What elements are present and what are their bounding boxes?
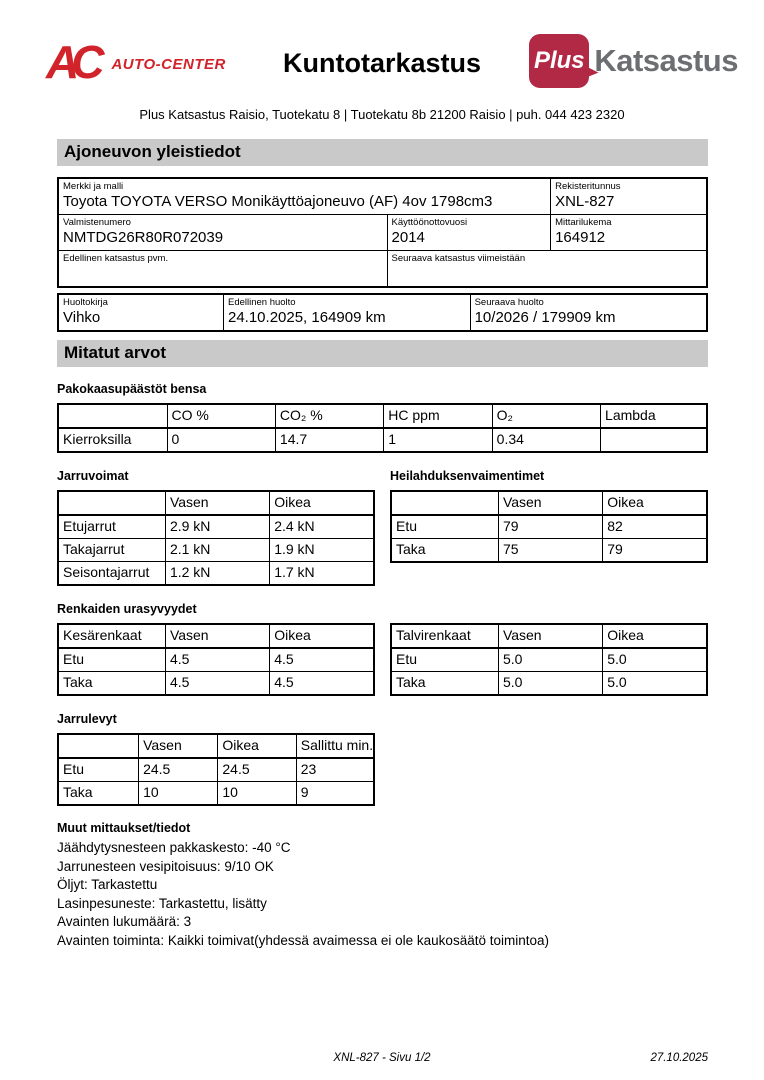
column-header: Sallittu min.	[296, 734, 374, 758]
measurement-line: Jarrunesteen vesipitoisuus: 9/10 OK	[57, 858, 274, 874]
dampers-block	[390, 469, 708, 586]
column-header: Vasen	[165, 624, 269, 648]
table-header-row	[391, 624, 707, 648]
cell-right: 4.5	[270, 672, 374, 696]
field-value: NMTDG26R80R072039	[63, 229, 224, 246]
cell-left: 24.5	[139, 758, 218, 782]
column-header: CO %	[167, 404, 275, 428]
column-header: Vasen	[498, 491, 602, 515]
field-label: Huoltokirja	[63, 297, 108, 308]
row-label: Taka	[58, 672, 165, 696]
field-next-inspection	[387, 251, 707, 288]
table-row	[58, 294, 707, 331]
tires-heading: Renkaiden urasyvyydet	[57, 602, 197, 616]
page-header	[0, 34, 764, 98]
shock-absorbers-table	[390, 490, 708, 563]
cell-hc: 1	[384, 428, 492, 452]
row-label: Etu	[58, 758, 139, 782]
field-previous-service	[223, 294, 470, 331]
table-row	[58, 515, 374, 539]
row-label: Etu	[391, 648, 498, 672]
field-value	[63, 264, 383, 283]
cell-left: 10	[139, 782, 218, 806]
field-value: 2014	[391, 229, 425, 246]
vehicle-info-table	[57, 177, 708, 288]
table-row	[58, 562, 374, 586]
field-vin	[58, 215, 387, 251]
column-header	[58, 404, 167, 428]
cell-right: 79	[603, 539, 707, 563]
row-label: Kierroksilla	[58, 428, 167, 452]
footer-page-number: XNL-827 - Sivu 1/2	[333, 1052, 431, 1064]
plus-katsastus-logo	[529, 34, 738, 88]
cell-left: 4.5	[165, 648, 269, 672]
measurement-line: Öljyt: Tarkastettu	[57, 877, 158, 892]
cell-left: 79	[498, 515, 602, 539]
footer-date: 27.10.2025	[650, 1052, 708, 1064]
brakes-dampers-row	[57, 469, 708, 586]
column-header: Oikea	[270, 491, 374, 515]
field-label: Edellinen huolto	[227, 297, 296, 308]
row-label: Etu	[391, 515, 498, 539]
brakes-block	[57, 469, 375, 586]
column-header: Oikea	[603, 624, 707, 648]
column-header: Oikea	[270, 624, 374, 648]
brakes-heading: Jarruvoimat	[57, 469, 129, 483]
cell-min: 23	[296, 758, 374, 782]
field-value: 164912	[555, 229, 606, 246]
field-value: Vihko	[63, 309, 101, 326]
cell-right: 4.5	[270, 648, 374, 672]
cell-left: 1.2 kN	[165, 562, 269, 586]
field-next-service	[470, 294, 707, 331]
other-measurements-block	[57, 821, 708, 950]
table-header-row	[58, 624, 374, 648]
column-header	[58, 491, 165, 515]
cell-left: 4.5	[165, 672, 269, 696]
field-label: Käyttöönottovuosi	[391, 217, 468, 228]
field-label: Rekisteritunnus	[555, 181, 621, 192]
brake-forces-table	[57, 490, 375, 586]
dampers-heading: Heilahduksenvaimentimet	[390, 469, 545, 483]
table-row	[391, 515, 707, 539]
table-header-row	[58, 404, 707, 428]
field-odometer	[551, 215, 707, 251]
field-first-use-year	[387, 215, 551, 251]
table-row	[58, 251, 707, 288]
cell-left: 2.1 kN	[165, 539, 269, 562]
field-service-book	[58, 294, 223, 331]
column-header: HC ppm	[384, 404, 492, 428]
cell-right: 10	[218, 782, 296, 806]
table-header-row	[58, 734, 374, 758]
column-header: Oikea	[603, 491, 707, 515]
cell-lambda	[601, 428, 707, 452]
row-label: Takajarrut	[58, 539, 165, 562]
measurement-line: Jäähdytysnesteen pakkaskesto: -40 °C	[57, 840, 291, 855]
field-previous-inspection	[58, 251, 387, 288]
page-title: Kuntotarkastus	[282, 48, 482, 78]
field-make-model	[58, 178, 551, 215]
field-label: Edellinen katsastus pvm.	[63, 253, 169, 264]
row-label: Taka	[391, 539, 498, 563]
summer-tires-block	[57, 623, 375, 696]
cell-right: 1.9 kN	[270, 539, 374, 562]
field-registration	[551, 178, 707, 215]
table-row	[58, 178, 707, 215]
measurement-line: Avainten toiminta: Kaikki toimivat(yhdessä avaimessa ei ole kaukosäätö toimintoa)	[57, 932, 549, 948]
field-value: 24.10.2025, 164909 km	[227, 309, 386, 326]
table-row	[58, 215, 707, 251]
table-row	[58, 758, 374, 782]
column-header: Vasen	[139, 734, 218, 758]
auto-center-logo-text: AUTO-CENTER	[111, 55, 226, 73]
field-label: Seuraava katsastus viimeistään	[391, 253, 526, 264]
auto-center-monogram-icon: AC	[46, 36, 97, 88]
other-measurements-heading: Muut mittaukset/tiedot	[57, 821, 191, 835]
cell-o2: 0.34	[492, 428, 600, 452]
section-header-general-info: Ajoneuvon yleistiedot	[57, 139, 708, 166]
table-row	[58, 428, 707, 452]
emissions-block	[57, 382, 708, 453]
cell-right: 24.5	[218, 758, 296, 782]
tires-row	[57, 616, 708, 696]
column-header: Kesärenkaat	[58, 624, 165, 648]
table-row	[58, 672, 374, 696]
row-label: Etujarrut	[58, 515, 165, 539]
cell-right: 5.0	[603, 648, 707, 672]
table-header-row	[391, 491, 707, 515]
emissions-table	[57, 403, 708, 453]
cell-co: 0	[167, 428, 275, 452]
cell-right: 5.0	[603, 672, 707, 696]
row-label: Seisontajarrut	[58, 562, 165, 586]
cell-right: 82	[603, 515, 707, 539]
table-row	[58, 539, 374, 562]
column-header	[391, 491, 498, 515]
discs-block	[57, 712, 708, 806]
measurement-line: Lasinpesuneste: Tarkastettu, lisätty	[57, 895, 267, 911]
column-header: O₂	[492, 404, 600, 428]
cell-left: 5.0	[498, 648, 602, 672]
table-row	[391, 648, 707, 672]
service-info-table	[57, 293, 708, 332]
other-measurements-lines	[57, 839, 708, 950]
katsastus-logo-text: Katsastus	[594, 43, 738, 78]
column-header: Oikea	[218, 734, 296, 758]
cell-right: 2.4 kN	[270, 515, 374, 539]
summer-tires-table	[57, 623, 375, 696]
column-header	[58, 734, 139, 758]
winter-tires-block	[390, 623, 708, 696]
station-address: Plus Katsastus Raisio, Tuotekatu 8 | Tuotekatu 8b 21200 Raisio | puh. 044 423 2320	[139, 107, 625, 122]
table-row	[58, 782, 374, 806]
emissions-heading: Pakokaasupäästöt bensa	[57, 382, 207, 396]
row-label: Taka	[58, 782, 139, 806]
cell-co2: 14.7	[275, 428, 383, 452]
field-label: Mittarilukema	[555, 217, 612, 228]
tires-heading-block	[57, 602, 708, 616]
cell-left: 2.9 kN	[165, 515, 269, 539]
column-header: CO₂ %	[275, 404, 383, 428]
row-label: Etu	[58, 648, 165, 672]
row-label: Taka	[391, 672, 498, 696]
column-header: Lambda	[601, 404, 707, 428]
winter-tires-table	[390, 623, 708, 696]
field-label: Valmistenumero	[63, 217, 131, 228]
field-value: 10/2026 / 179909 km	[474, 309, 616, 326]
column-header: Talvirenkaat	[391, 624, 498, 648]
field-label: Seuraava huolto	[474, 297, 544, 308]
table-header-row	[58, 491, 374, 515]
field-value: XNL-827	[555, 193, 615, 210]
brake-discs-table	[57, 733, 375, 806]
field-label: Merkki ja malli	[63, 181, 124, 192]
table-row	[58, 648, 374, 672]
field-value: Toyota TOYOTA VERSO Monikäyttöajoneuvo (AF) 4ov 1798cm3	[63, 193, 493, 210]
cell-right: 1.7 kN	[270, 562, 374, 586]
table-row	[391, 672, 707, 696]
discs-heading: Jarrulevyt	[57, 712, 117, 726]
cell-min: 9	[296, 782, 374, 806]
section-header-measured-values: Mitatut arvot	[57, 340, 708, 367]
cell-left: 75	[498, 539, 602, 563]
cell-left: 5.0	[498, 672, 602, 696]
measurement-line: Avainten lukumäärä: 3	[57, 914, 192, 929]
table-row	[391, 539, 707, 563]
plus-speech-bubble-icon: Plus	[529, 34, 589, 88]
column-header: Vasen	[165, 491, 269, 515]
column-header: Vasen	[498, 624, 602, 648]
field-value	[392, 264, 702, 283]
